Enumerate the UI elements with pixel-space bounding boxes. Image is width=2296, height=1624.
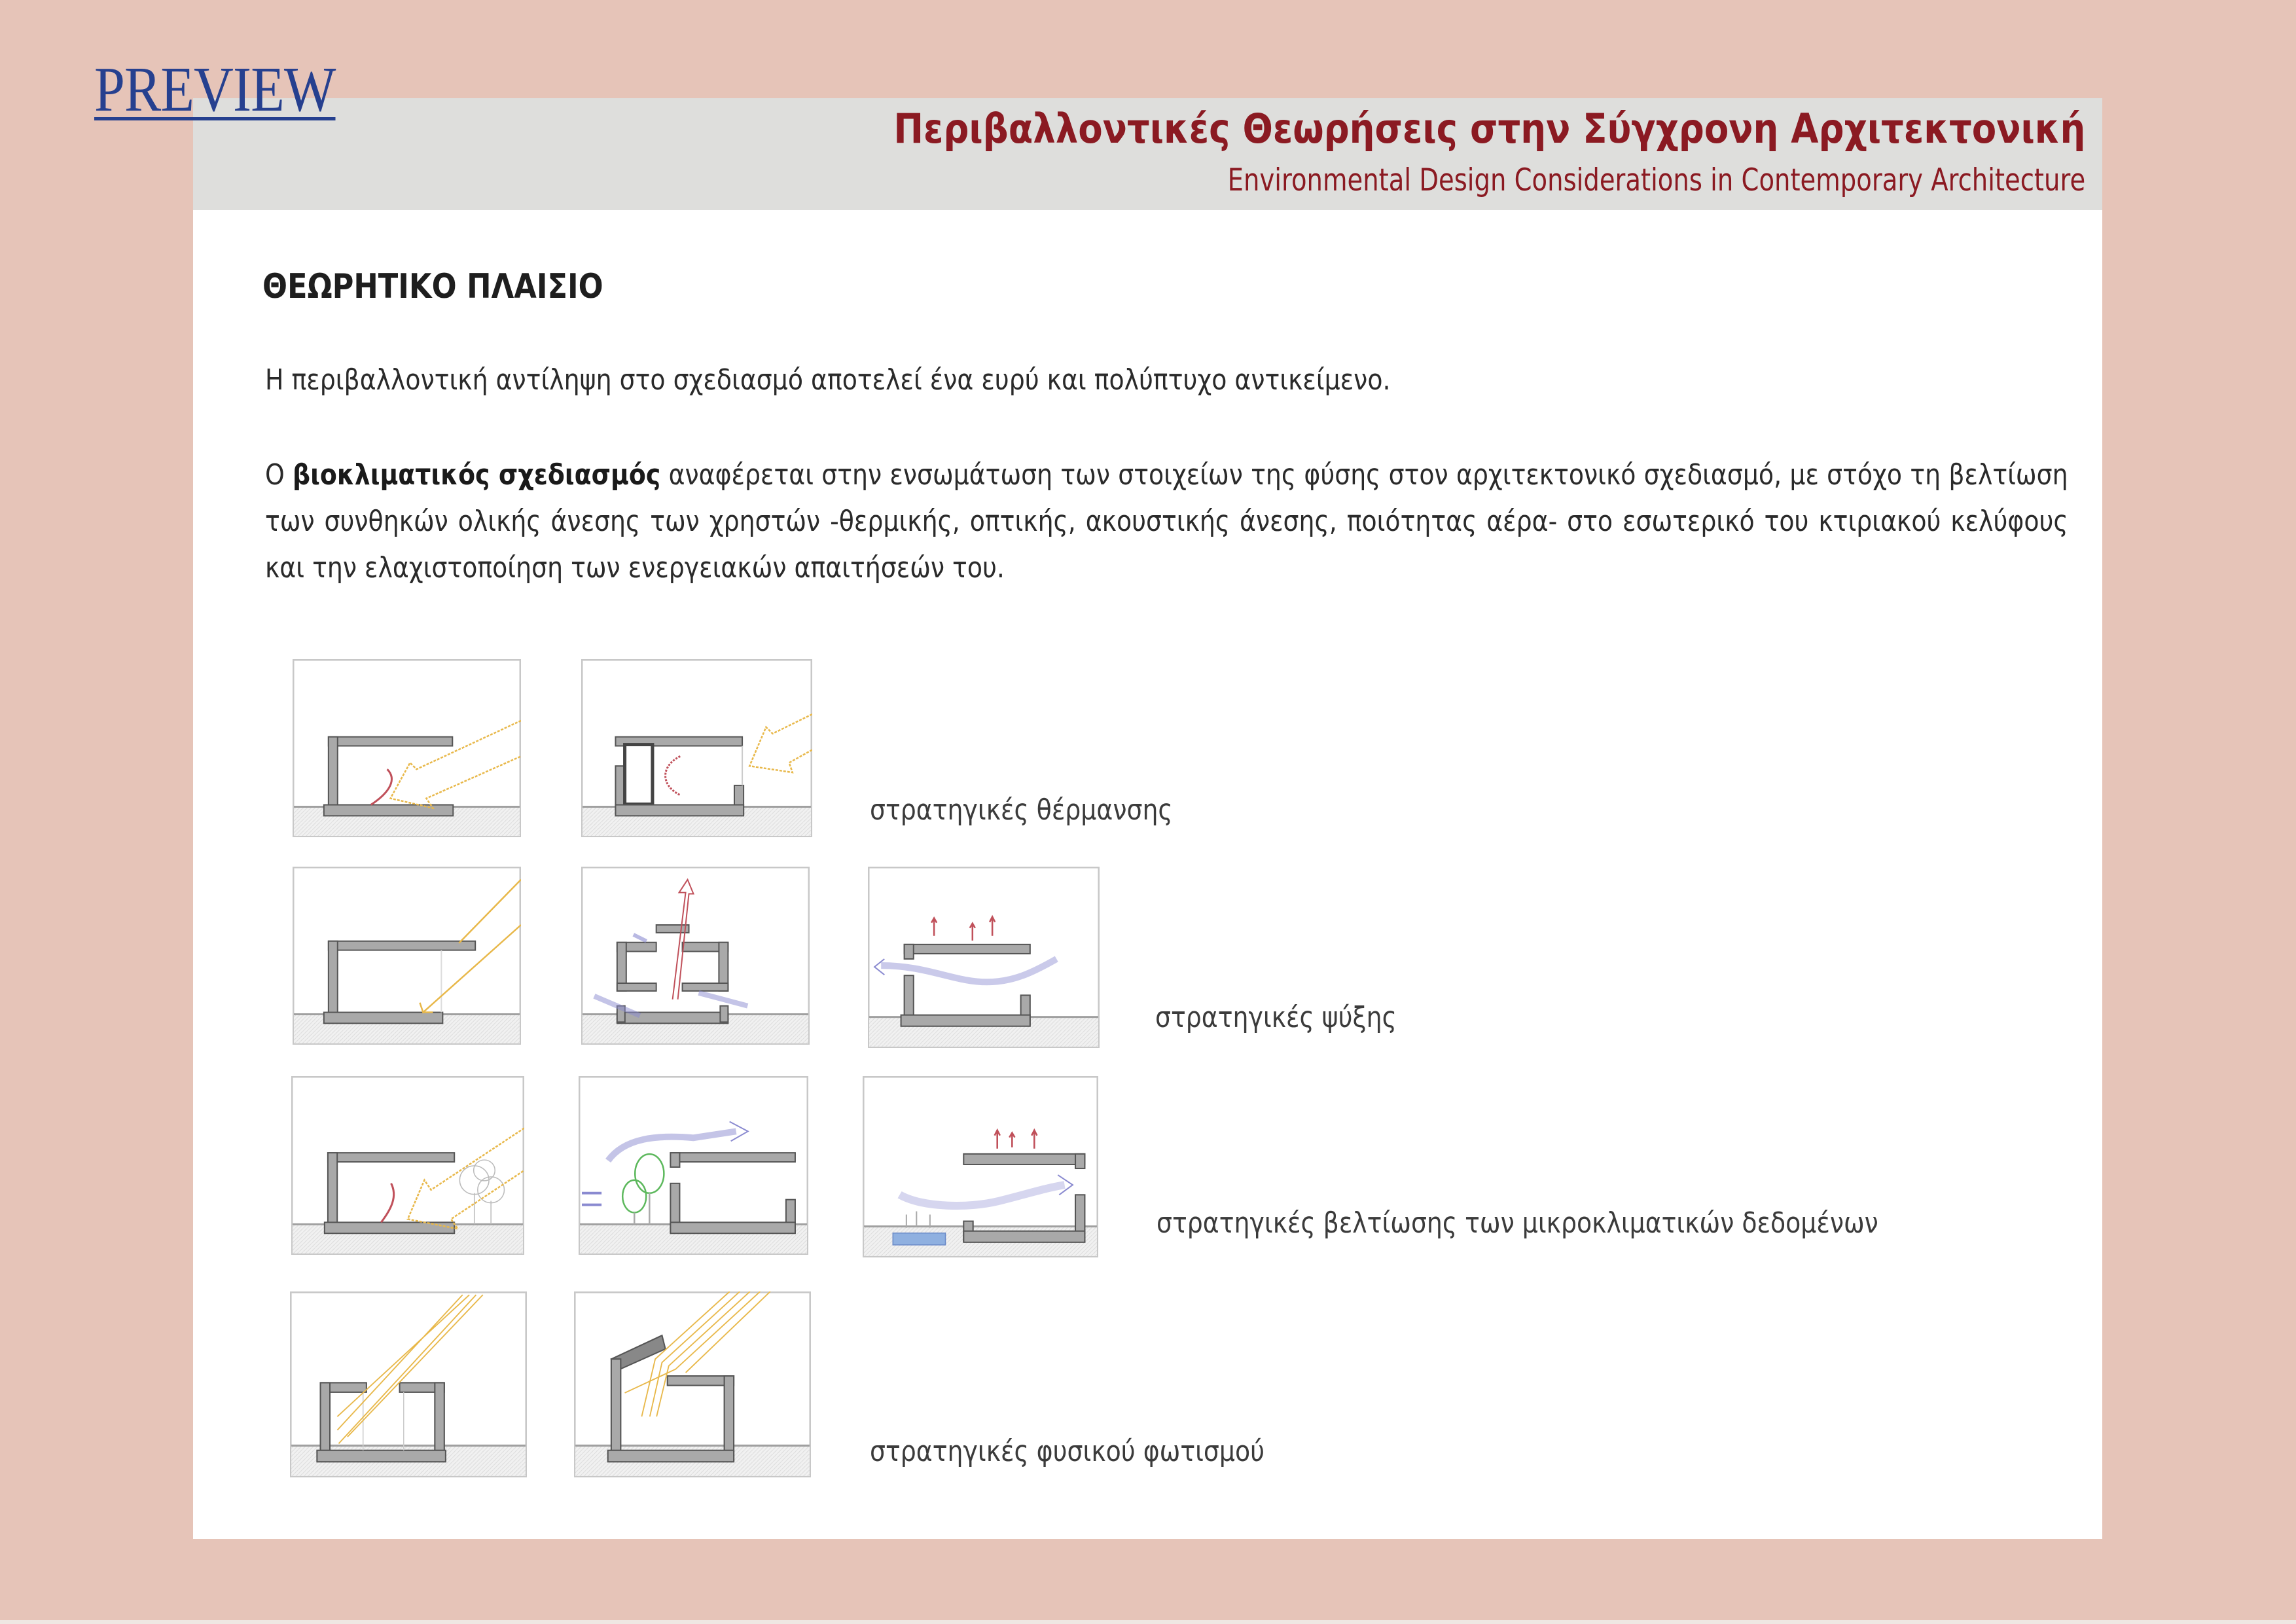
page-subtitle: Environmental Design Considerations in Contemporary Architecture [1227, 162, 2085, 198]
page-bottom-border [0, 1620, 2296, 1624]
pond-icon [893, 1233, 945, 1245]
intro-paragraph: Η περιβαλλοντική αντίληψη στο σχεδιασμό αποτελεί ένα ευρύ και πολύπτυχο αντικείμενο. [265, 363, 1391, 397]
page-header [193, 98, 2102, 210]
diagram-direct-solar-gain [293, 659, 521, 837]
diagram-evaporative-cooling-pond [863, 1076, 1098, 1257]
tree-shading-illustration [291, 1076, 524, 1255]
strategy-label-daylighting: στρατηγικές φυσικού φωτισμού [870, 1435, 1265, 1468]
trombe-wall-illustration [581, 659, 812, 837]
cross-ventilation-illustration [868, 867, 1100, 1048]
paragraph-rest: αναφέρεται στην ενσωμάτωση των στοιχείων της φύσης στον αρχιτεκτονικό σχεδιασμό, με στόχο τη βελτίωση των συνθηκών ολικής άνεσης των χρηστών -θερμικής, οπτικής, ακουστικής άνεσης, ποιότητας αέρα- στο εσωτερικό του κτιριακού κελύφους και την ελαχιστοποίηση των ενεργειακών απαιτήσεών του. [265, 458, 2068, 585]
body-paragraph [265, 452, 2068, 591]
preview-watermark-link[interactable]: PREVIEW [94, 54, 336, 125]
page-title: Περιβαλλοντικές Θεωρήσεις στην Σύγχρονη Αρχιτεκτονική [893, 105, 2085, 153]
vegetation-windbreak-illustration [579, 1076, 808, 1255]
diagram-stack-ventilation [581, 867, 810, 1045]
diagram-trombe-wall [581, 659, 812, 837]
diagram-vegetation-windbreak [579, 1076, 808, 1255]
paragraph-lead: Ο [265, 458, 293, 492]
skylight-illustration [290, 1291, 527, 1477]
diagram-light-shelf-reflector [574, 1291, 811, 1477]
strategy-label-microclimate: στρατηγικές βελτίωσης των μικροκλιματικών δεδομένων [1157, 1206, 1878, 1240]
diagram-tree-shading [291, 1076, 524, 1255]
document-page [193, 98, 2102, 1539]
paragraph-bold-term: βιοκλιματικός σχεδιασμός [293, 458, 661, 492]
diagram-cross-ventilation [868, 867, 1100, 1048]
strategy-label-heating: στρατηγικές θέρμανσης [870, 793, 1173, 827]
direct-solar-gain-illustration [293, 659, 521, 837]
stack-ventilation-illustration [581, 867, 810, 1045]
diagram-shading-overhang [293, 867, 521, 1045]
diagram-skylight [290, 1291, 527, 1477]
light-shelf-reflector-illustration [574, 1291, 811, 1477]
strategy-label-cooling: στρατηγικές ψύξης [1155, 1001, 1397, 1034]
shading-overhang-illustration [293, 867, 521, 1045]
evaporative-cooling-pond-illustration [863, 1076, 1098, 1257]
section-heading: ΘΕΩΡΗΤΙΚΟ ΠΛΑΙΣΙΟ [262, 267, 603, 306]
